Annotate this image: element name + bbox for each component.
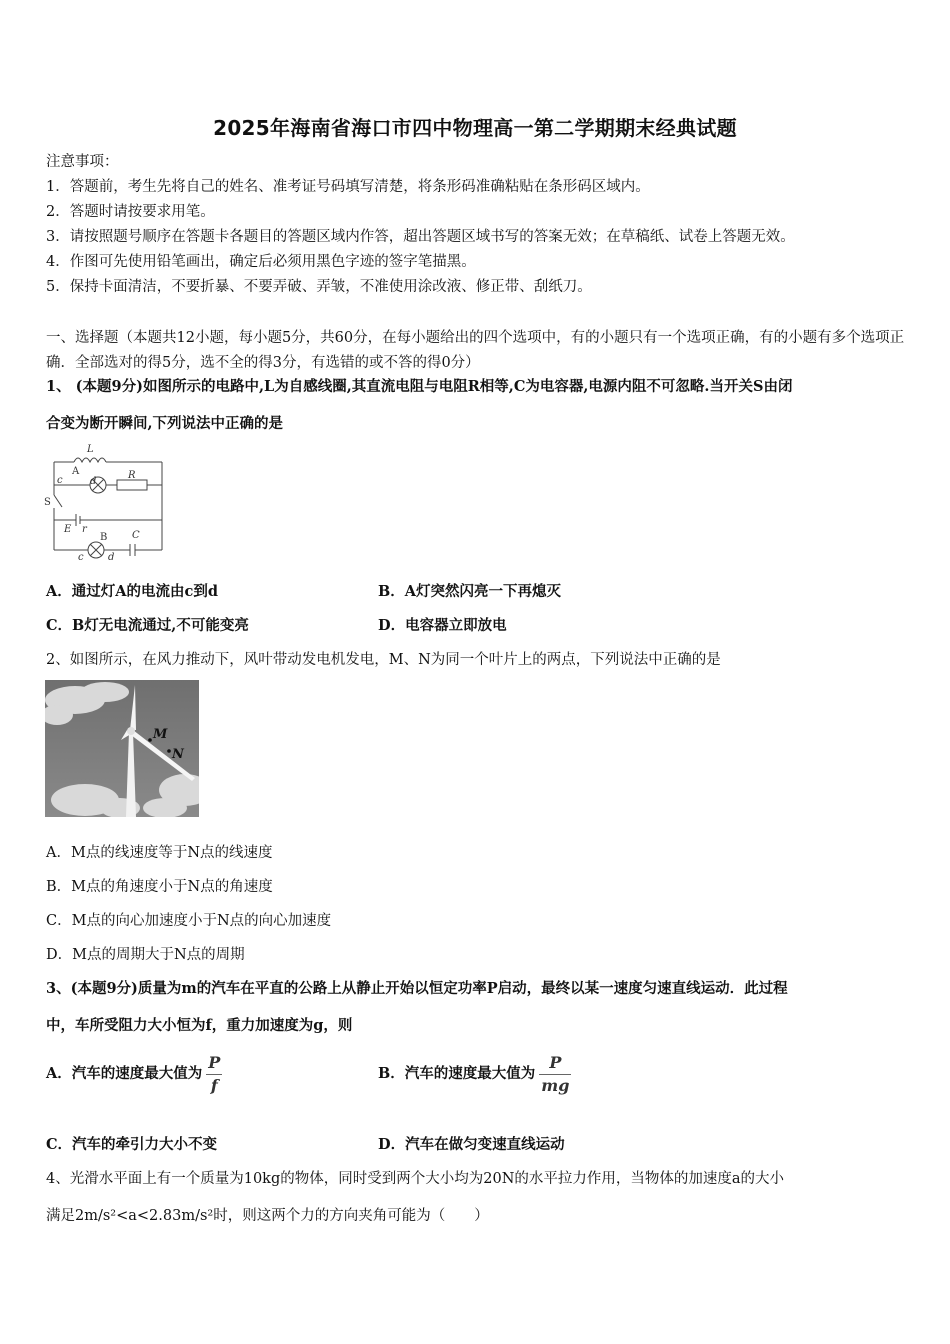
label-S: S (44, 497, 51, 508)
q3-option-a (46, 1048, 222, 1100)
label-c1: c (57, 475, 63, 486)
notice-item-2: 2．答题时请按要求用笔。 (46, 204, 215, 220)
label-L: L (87, 444, 94, 455)
label-B: B (100, 532, 108, 543)
q1-stem-line2: 合变为断开瞬间,下列说法中正确的是 (46, 415, 284, 432)
q1-option-d: D．电容器立即放电 (378, 617, 507, 634)
circuit-diagram (42, 440, 172, 565)
label-M: M (153, 727, 168, 742)
notice-item-5: 5．保持卡面清洁，不要折暴、不要弄破、弄皱，不准使用涂改液、修正带、刮纸刀。 (46, 279, 592, 295)
fraction-numerator: P (208, 1052, 221, 1072)
wind-turbine-photo (45, 680, 199, 817)
q4-stem-line1: 4、光滑水平面上有一个质量为10kg的物体，同时受到两个大小均为20N的水平拉力作用，当物体的加速度a的大小 (46, 1171, 785, 1187)
q3-stem-line1: 3、(本题9分)质量为m的汽车在平直的公路上从静止开始以恒定功率P启动，最终以某一速度匀速直线运动．此过程 (46, 980, 788, 997)
q3-stem-line2: 中，车所受阻力大小恒为f，重力加速度为g，则 (46, 1017, 353, 1034)
q4-stem-line2: 满足2m/s²<a<2.83m/s²时，则这两个力的方向夹角可能为（ ） (46, 1208, 489, 1224)
page-title: 2025年海南省海口市四中物理高一第二学期期末经典试题 (213, 116, 737, 140)
label-c2: c (78, 552, 84, 563)
label-r: r (82, 524, 87, 535)
fraction-p-over-mg (539, 1054, 571, 1095)
label-d2: d (108, 552, 115, 563)
q1-option-b: B．A灯突然闪亮一下再熄灭 (378, 583, 562, 600)
fraction-p-over-f (206, 1054, 222, 1095)
label-R: R (128, 470, 136, 481)
q2-option-b: B．M点的角速度小于N点的角速度 (46, 879, 273, 895)
fraction-numerator: P (549, 1052, 562, 1072)
notice-heading: 注意事项： (46, 154, 119, 170)
label-A: A (72, 466, 80, 477)
q3-option-b-text: B．汽车的速度最大值为 (378, 1065, 536, 1082)
q2-option-d: D．M点的周期大于N点的周期 (46, 947, 245, 963)
q3-option-a-text: A．汽车的速度最大值为 (46, 1065, 203, 1082)
fraction-denominator: mg (541, 1075, 570, 1095)
q2-option-a: A．M点的线速度等于N点的线速度 (46, 845, 273, 861)
notice-item-1: 1．答题前，考生先将自己的姓名、准考证号码填写清楚，将条形码准确粘贴在条形码区域内。 (46, 179, 650, 195)
q3-option-d: D．汽车在做匀变速直线运动 (378, 1136, 565, 1153)
q2-option-c: C．M点的向心加速度小于N点的向心加速度 (46, 913, 332, 929)
label-d1: d (90, 476, 97, 487)
q1-option-a: A．通过灯A的电流由c到d (46, 583, 218, 600)
q3-option-c: C．汽车的牵引力大小不变 (46, 1136, 218, 1153)
fraction-denominator: f (210, 1075, 218, 1095)
label-E: E (64, 524, 72, 535)
q1-stem-line1: 1、 (本题9分)如图所示的电路中,L为自感线圈,其直流电阻与电阻R相等,C为电容器,电源内阻不可忽略.当开关S由闭 (46, 378, 793, 395)
section-header: 一、选择题（本题共12小题，每小题5分，共60分，在每小题给出的四个选项中，有的小题只有一个选项正确，有的小题有多个选项正确．全部选对的得5分，选不全的得3分，有选错的或不答的得0分） (46, 330, 905, 371)
label-C: C (132, 530, 140, 541)
q3-option-b (378, 1048, 571, 1100)
notice-item-4: 4．作图可先使用铅笔画出，确定后必须用黑色字迹的签字笔描黑。 (46, 254, 476, 270)
q2-stem: 2、如图所示，在风力推动下，风叶带动发电机发电，M、N为同一个叶片上的两点，下列说法中正确的是 (46, 652, 721, 668)
notice-item-3: 3．请按照题号顺序在答题卡各题目的答题区域内作答，超出答题区域书写的答案无效；在草稿纸、试卷上答题无效。 (46, 229, 795, 245)
q1-option-c: C．B灯无电流通过,不可能变亮 (46, 617, 249, 634)
label-N: N (172, 747, 184, 762)
